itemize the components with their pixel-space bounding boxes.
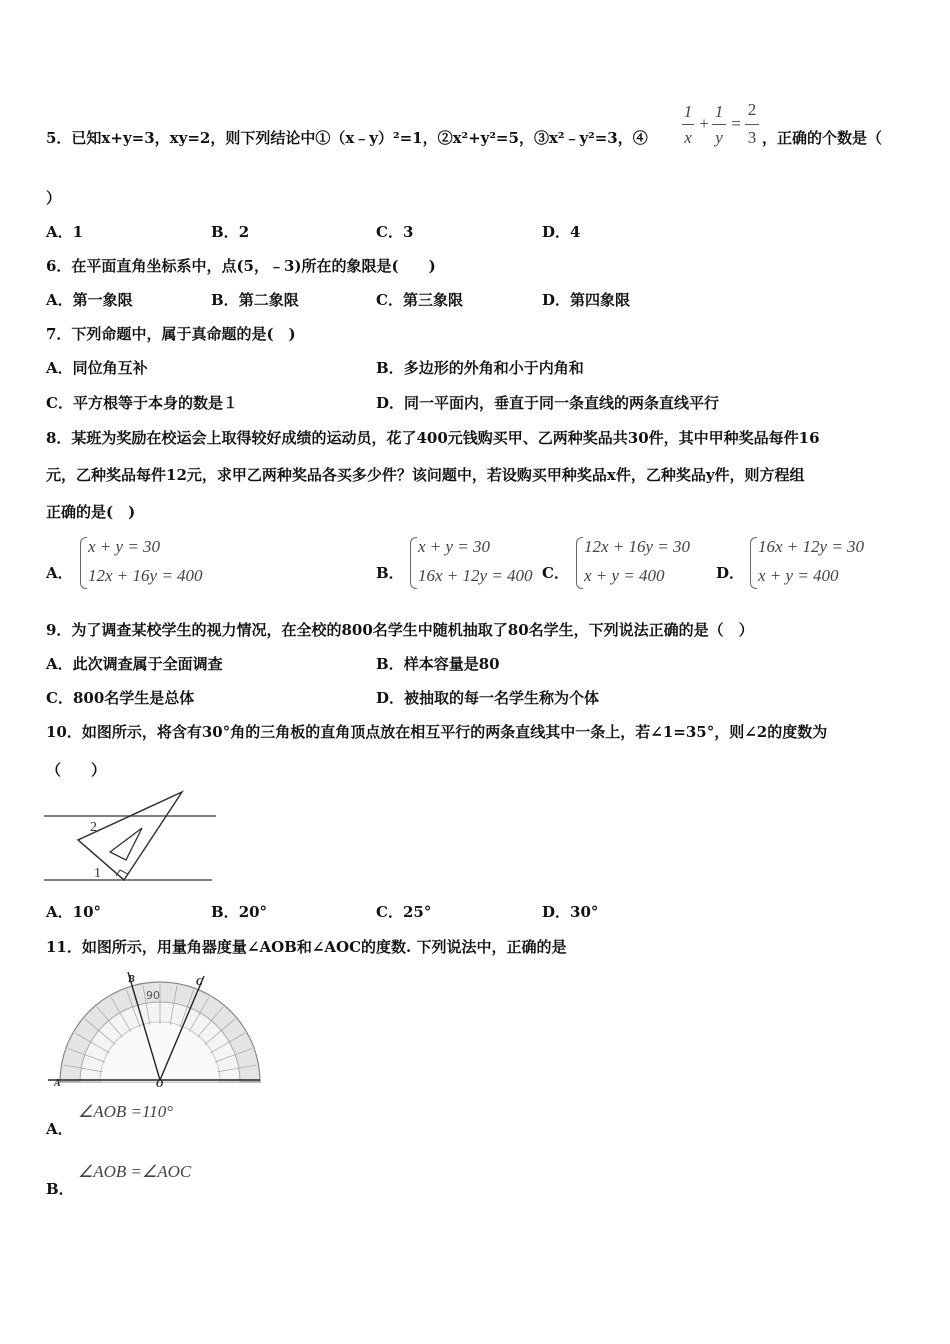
brace <box>576 537 583 589</box>
angle-2-label: 2 <box>90 820 97 835</box>
triangle-parallel-lines-figure <box>44 788 220 884</box>
q6-option-b[interactable]: B．第二象限 <box>211 291 299 309</box>
brace <box>750 537 757 589</box>
q7-stem: 7．下列命题中，属于真命题的是( ) <box>46 325 296 343</box>
q7-option-c[interactable]: C．平方根等于本身的数是１ <box>46 394 238 412</box>
q7-option-d[interactable]: D．同一平面内，垂直于同一条直线的两条直线平行 <box>376 394 720 412</box>
q7-option-b[interactable]: B．多边形的外角和小于内角和 <box>376 359 584 377</box>
angle-1-label: 1 <box>94 866 101 881</box>
q5-option-c[interactable]: C．3 <box>376 223 414 241</box>
q9-option-d[interactable]: D．被抽取的每一名学生称为个体 <box>376 689 600 707</box>
q8-line-2: 元，乙种奖品每件12元，求甲乙两种奖品各买多少件？该问题中，若设购买甲种奖品x件，乙种奖品y件，则方程组 <box>46 466 805 484</box>
q5-close: ） <box>46 189 62 207</box>
frac-a-num: 1 <box>683 102 693 121</box>
brace <box>410 537 417 589</box>
q9-option-c[interactable]: C．800名学生是总体 <box>46 689 195 707</box>
protractor-90-label: 90 <box>146 989 160 1002</box>
q6-option-a[interactable]: A．第一象限 <box>46 291 133 309</box>
q5-tail: ，正确的个数是（ <box>762 129 883 147</box>
q7-option-a[interactable]: A．同位角互补 <box>46 359 148 377</box>
q9-option-b[interactable]: B．样本容量是80 <box>376 655 500 673</box>
frac-a-bar <box>682 124 694 125</box>
frac-c-bar <box>745 124 759 125</box>
brace <box>80 537 87 589</box>
q10-option-b[interactable]: B．20° <box>211 903 268 921</box>
q8-line-1: 8．某班为奖励在校运会上取得较好成绩的运动员，花了400元钱购买甲、乙两种奖品共30件，其中甲种奖品每件16 <box>46 429 820 447</box>
frac-c-num: 2 <box>747 100 757 119</box>
q11-option-b-expression: ∠AOB =∠AOC <box>78 1162 192 1181</box>
q11-option-b-label[interactable]: B． <box>46 1180 74 1198</box>
q10-option-a[interactable]: A．10° <box>46 903 102 921</box>
q6-option-d[interactable]: D．第四象限 <box>542 291 631 309</box>
q11-stem: 11．如图所示，用量角器度量∠AOB和∠AOC的度数. 下列说法中，正确的是 <box>46 938 567 956</box>
q9-stem: 9．为了调查某校学生的视力情况，在全校的800名学生中随机抽取了80名学生，下列说法正确的是（ ） <box>46 621 754 639</box>
point-c-label: C <box>196 977 203 988</box>
q11-option-a-label[interactable]: A． <box>46 1120 73 1138</box>
triangle-inner <box>110 828 142 860</box>
q5-option-d[interactable]: D．4 <box>542 223 581 241</box>
frac-a-den: x <box>684 128 692 147</box>
q10-option-d[interactable]: D．30° <box>542 903 599 921</box>
q6-option-c[interactable]: C．第三象限 <box>376 291 463 309</box>
point-b-label: B <box>128 974 135 985</box>
q11-option-a-expression: ∠AOB =110° <box>78 1102 174 1121</box>
q9-option-a[interactable]: A．此次调查属于全面调查 <box>46 655 223 673</box>
protractor-figure <box>46 968 264 1090</box>
q5-stem: 5．已知x+y=3，xy=2，则下列结论中①（x﹣y）²=1，②x²+y²=5，③x²﹣y²=3，④ <box>46 129 648 147</box>
q10-line-1: 10．如图所示，将含有30°角的三角板的直角顶点放在相互平行的两条直线其中一条上，若∠1=35°，则∠2的度数为 <box>46 723 828 741</box>
q6-stem: 6．在平面直角坐标系中，点(5，﹣3)所在的象限是( ) <box>46 257 436 275</box>
frac-c-den: 3 <box>747 128 757 147</box>
point-o-label: O <box>156 1079 164 1090</box>
frac-equals: = <box>731 114 741 133</box>
frac-b-num: 1 <box>714 102 724 121</box>
q5-option-b[interactable]: B．2 <box>211 223 250 241</box>
q8-line-3: 正确的是( ) <box>46 503 136 521</box>
point-a-label: A <box>54 1078 61 1089</box>
frac-plus: + <box>699 114 709 133</box>
frac-b-bar <box>712 124 726 125</box>
q10-line-2: （ ） <box>46 761 107 779</box>
q5-option-a[interactable]: A．1 <box>46 223 84 241</box>
q10-option-c[interactable]: C．25° <box>376 903 432 921</box>
frac-b-den: y <box>715 128 723 147</box>
